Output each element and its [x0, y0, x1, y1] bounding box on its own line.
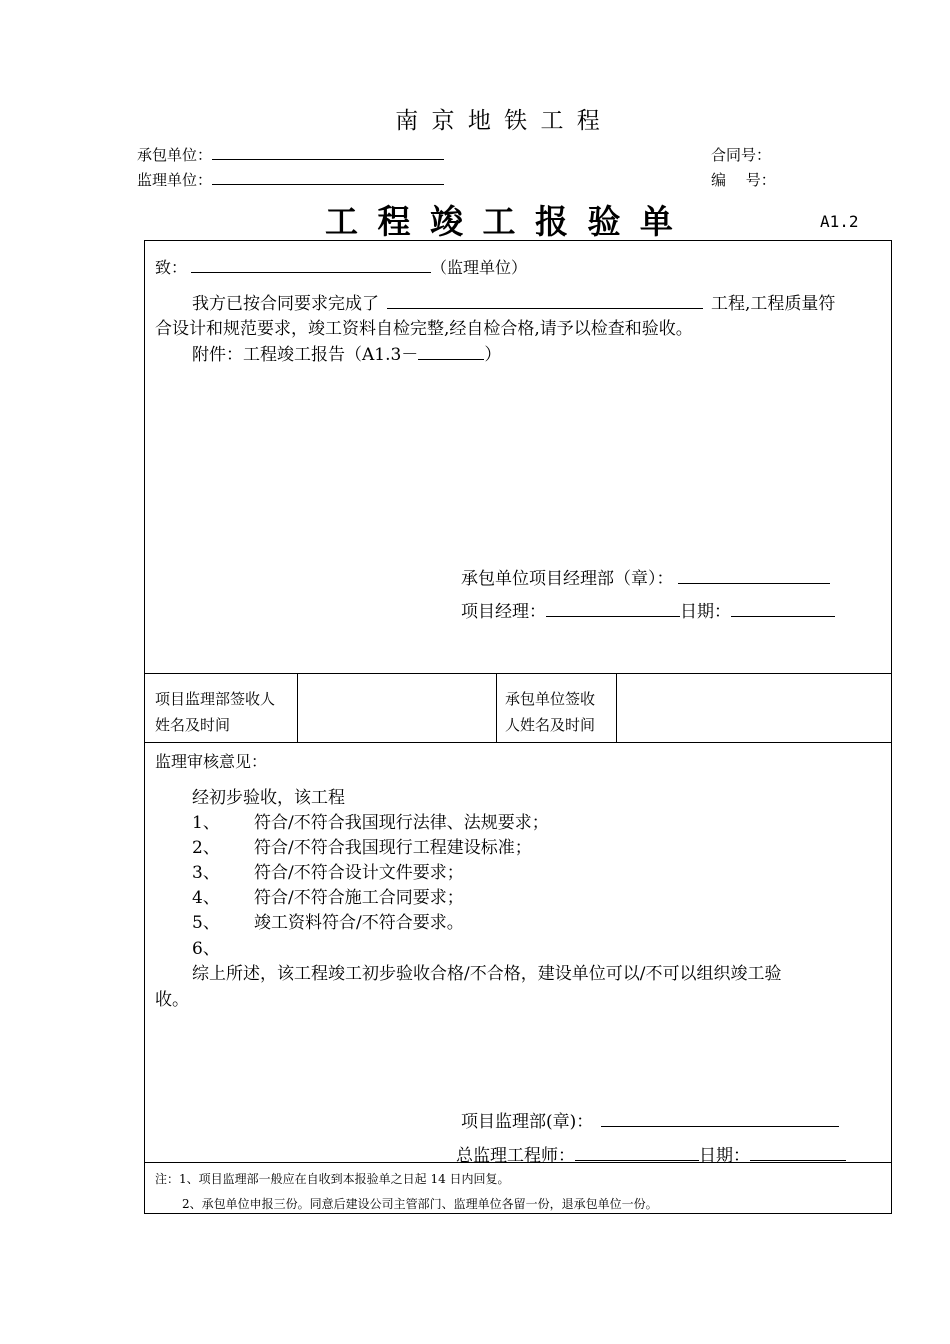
completion-prefix: 我方已按合同要求完成了 [192, 294, 379, 314]
attachment-prefix: 附件：工程竣工报告（A1.3－ [192, 345, 419, 365]
supervisor-receiver-label [155, 686, 275, 738]
review-item-3 [192, 858, 464, 883]
review-item-2 [192, 833, 532, 858]
completion-suffix: 工程,工程质量符 [711, 294, 836, 314]
chief-date-label: 日期： [699, 1146, 750, 1166]
review-item-num: 5、 [192, 913, 220, 933]
supervisor-field [137, 169, 444, 190]
dept-seal-line [461, 564, 830, 589]
dept-seal-label: 承包单位项目经理部（章）： [461, 569, 674, 589]
review-seal-label: 项目监理部(章)： [461, 1112, 594, 1132]
review-item-text: 符合/不符合设计文件要求； [254, 863, 464, 883]
review-item-num: 6、 [192, 939, 220, 959]
note-2: 2、承包单位申报三份。同意后建设公司主管部门、监理单位各留一份，退承包单位一份。 [182, 1197, 658, 1211]
chief-date-input[interactable] [750, 1145, 846, 1161]
supervisor-input[interactable] [212, 170, 444, 185]
attachment-input[interactable] [418, 344, 484, 360]
review-heading: 监理审核意见： [155, 752, 268, 771]
project-name-input[interactable] [387, 292, 703, 309]
to-input[interactable] [191, 257, 431, 273]
chief-label: 总监理工程师： [456, 1146, 575, 1166]
pm-date-input[interactable] [731, 601, 835, 617]
review-item-num: 3、 [192, 863, 220, 883]
row-divider-2 [144, 742, 892, 743]
contractor-input[interactable] [212, 145, 444, 160]
chief-line [456, 1141, 846, 1166]
review-item-5 [192, 908, 464, 933]
supervisor-receiver-line1: 项目监理部签收人 [155, 690, 276, 708]
review-item-text: 符合/不符合施工合同要求； [254, 888, 464, 908]
review-intro: 经初步验收，该工程 [192, 788, 345, 808]
to-label: 致： [155, 258, 188, 277]
attachment-suffix: ） [484, 345, 502, 365]
review-item-num: 1、 [192, 813, 220, 833]
contractor-label: 承包单位： [137, 146, 213, 164]
attachment-line [192, 340, 501, 365]
review-item-text: 竣工资料符合/不符合要求。 [254, 913, 464, 933]
serial-no-label: 编 号： [711, 171, 776, 189]
contractor-receiver-cell[interactable] [617, 674, 891, 741]
review-item-text: 符合/不符合我国现行工程建设标准； [254, 838, 532, 858]
dept-seal-input[interactable] [678, 568, 830, 584]
review-item-text: 符合/不符合我国现行法律、法规要求； [254, 813, 549, 833]
supervisor-label: 监理单位： [137, 171, 213, 189]
contract-no-label: 合同号： [711, 146, 772, 164]
pm-input[interactable] [546, 601, 680, 617]
review-summary-line2: 收。 [155, 990, 189, 1010]
chief-input[interactable] [575, 1145, 699, 1161]
pm-date-label: 日期： [680, 602, 731, 622]
review-item-num: 2、 [192, 838, 220, 858]
col-divider-2 [496, 673, 497, 742]
review-item-4 [192, 883, 464, 908]
contractor-receiver-label [505, 686, 595, 738]
to-suffix: （监理单位） [431, 258, 528, 277]
supervisor-receiver-line2: 姓名及时间 [155, 716, 231, 734]
review-item-num: 4、 [192, 888, 220, 908]
contractor-receiver-line2: 人姓名及时间 [505, 716, 596, 734]
contractor-field [137, 144, 444, 165]
form-code: A1.2 [820, 212, 859, 231]
note-1: 注：1、项目监理部一般应在自收到本报验单之日起 14 日内回复。 [155, 1172, 510, 1186]
pm-line [461, 597, 835, 622]
supervisor-receiver-cell[interactable] [298, 674, 495, 741]
completion-line1 [192, 289, 835, 314]
form-title: 工 程 竣 工 报 验 单 [325, 202, 677, 241]
completion-line2: 合设计和规范要求，竣工资料自检完整,经自检合格,请予以检查和验收。 [155, 319, 693, 339]
review-item-1 [192, 808, 549, 833]
pm-label: 项目经理： [461, 602, 546, 622]
review-summary-line1: 综上所述，该工程竣工初步验收合格/不合格，建设单位可以/不可以组织竣工验 [192, 964, 782, 984]
project-name: 南 京 地 铁 工 程 [395, 108, 603, 134]
review-item-6 [192, 934, 254, 959]
to-line [155, 255, 527, 278]
review-seal-input[interactable] [601, 1111, 839, 1127]
contractor-receiver-line1: 承包单位签收 [505, 690, 596, 708]
review-seal-line [461, 1107, 839, 1132]
